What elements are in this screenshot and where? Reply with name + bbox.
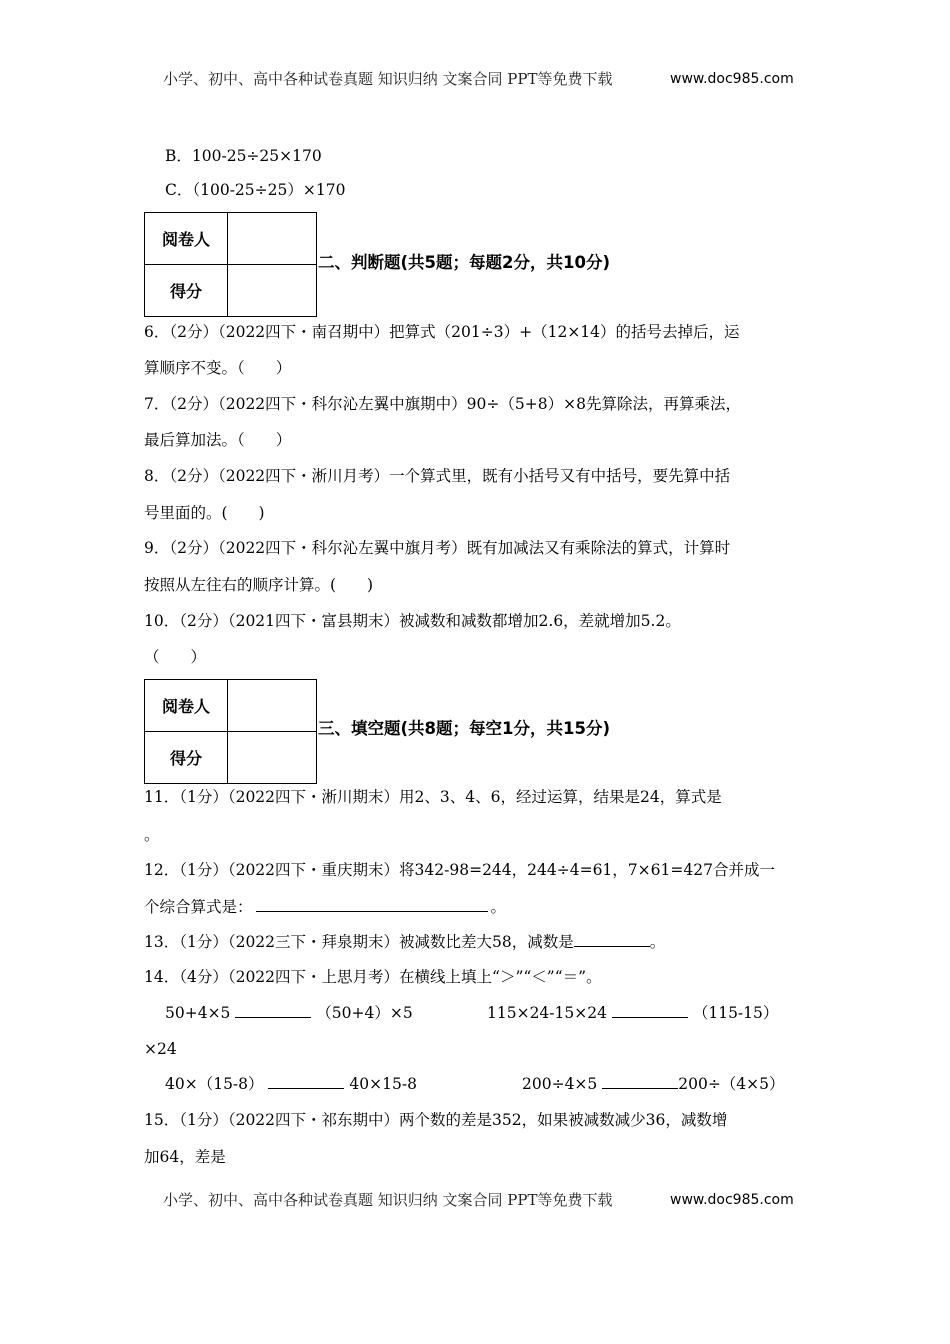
- question-13-end: 。: [649, 933, 666, 951]
- question-8-line2: 号里面的。( ): [144, 504, 265, 522]
- header-text: 小学、初中、高中各种试卷真题 知识归纳 文案合同 PPT等免费下载: [163, 70, 613, 88]
- answer-blank[interactable]: [612, 1003, 688, 1018]
- question-6-line1: 6．（2分）（2022四下・南召期中）把算式（201÷3）+（12×14）的括号去掉后，运: [144, 323, 740, 341]
- expr-left: 115×24-15×24: [487, 1004, 607, 1022]
- option-b: B．100-25÷25×170: [165, 147, 322, 165]
- footer-text: 小学、初中、高中各种试卷真题 知识归纳 文案合同 PPT等免费下载: [163, 1191, 613, 1209]
- question-15-line1: 15．（1分）（2022四下・祁东期中）两个数的差是352，如果被减数减少36，减数增: [144, 1111, 728, 1129]
- question-14-row-c: [165, 1074, 417, 1094]
- question-11-line1: 11．（1分）（2022四下・淅川期末）用2、3、4、6，经过运算，结果是24，算式是: [144, 788, 722, 806]
- question-7-line1: 7．（2分）（2022四下・科尔沁左翼中旗期中）90÷（5+8）×8先算除法，再算乘法，: [144, 395, 741, 413]
- section-title: 二、判断题(共5题；每题2分，共10分): [318, 253, 611, 272]
- reviewer-label: 阅卷人: [145, 680, 228, 732]
- question-7-line2: 最后算加法。（ ）: [144, 431, 292, 449]
- score-table: [144, 679, 317, 784]
- question-12-line2: [144, 897, 506, 917]
- answer-blank[interactable]: [256, 897, 488, 912]
- score-cell: [228, 265, 317, 317]
- question-14-row-d: [522, 1074, 785, 1094]
- answer-blank[interactable]: [574, 932, 650, 947]
- reviewer-cell: [228, 213, 317, 265]
- score-label: 得分: [145, 265, 228, 317]
- question-8-line1: 8．（2分）（2022四下・淅川月考）一个算式里，既有小括号又有中括号，要先算中括: [144, 467, 731, 485]
- reviewer-cell: [228, 680, 317, 732]
- score-table: [144, 212, 317, 317]
- question-14-row-a: [165, 1003, 413, 1023]
- question-13-text: 13．（1分）（2022三下・拜泉期末）被减数比差大58，减数是: [144, 933, 574, 951]
- option-c: C．（100-25÷25）×170: [165, 181, 346, 199]
- reviewer-label: 阅卷人: [145, 213, 228, 265]
- question-14-line1: 14．（4分）（2022四下・上思月考）在横线上填上“＞”“＜”“＝”。: [144, 968, 602, 986]
- question-10-line2: （ ）: [144, 648, 207, 666]
- question-15-line2: 加64，差是: [144, 1148, 226, 1166]
- expr-right: （50+4）×5: [316, 1004, 413, 1022]
- answer-blank[interactable]: [235, 1003, 311, 1018]
- score-cell: [228, 732, 317, 784]
- expr-left: 40×（15-8）: [165, 1075, 264, 1093]
- expr-right: 200÷（4×5）: [678, 1075, 785, 1093]
- expr-left: 200÷4×5: [522, 1075, 598, 1093]
- expr-right: 40×15-8: [349, 1075, 417, 1093]
- answer-blank[interactable]: [602, 1074, 678, 1089]
- header-url: www.doc985.com: [670, 71, 794, 87]
- section-title: 三、填空题(共8题；每空1分，共15分): [318, 719, 611, 738]
- question-12-line1: 12．（1分）（2022四下・重庆期末）将342-98=244，244÷4=61，7×61=427合并成一: [144, 861, 775, 879]
- question-6-line2: 算顺序不变。（ ）: [144, 359, 292, 377]
- question-10-line1: 10．（2分）（2021四下・富县期末）被减数和减数都增加2.6，差就增加5.2。: [144, 612, 681, 630]
- question-12-end: 。: [490, 898, 507, 916]
- footer-url: www.doc985.com: [670, 1192, 794, 1208]
- question-12-text: 个综合算式是：: [144, 898, 253, 916]
- question-14-row-b-cont: ×24: [144, 1040, 177, 1058]
- question-14-row-b: [487, 1003, 778, 1023]
- question-13-line1: [144, 932, 665, 952]
- expr-left: 50+4×5: [165, 1004, 231, 1022]
- question-11-line2: 。: [144, 826, 160, 844]
- score-label: 得分: [145, 732, 228, 784]
- question-9-line1: 9．（2分）（2022四下・科尔沁左翼中旗月考）既有加减法又有乘除法的算式，计算时: [144, 539, 731, 557]
- expr-right: （115-15）: [692, 1004, 779, 1022]
- question-9-line2: 按照从左往右的顺序计算。( ): [144, 576, 374, 594]
- answer-blank[interactable]: [268, 1074, 344, 1089]
